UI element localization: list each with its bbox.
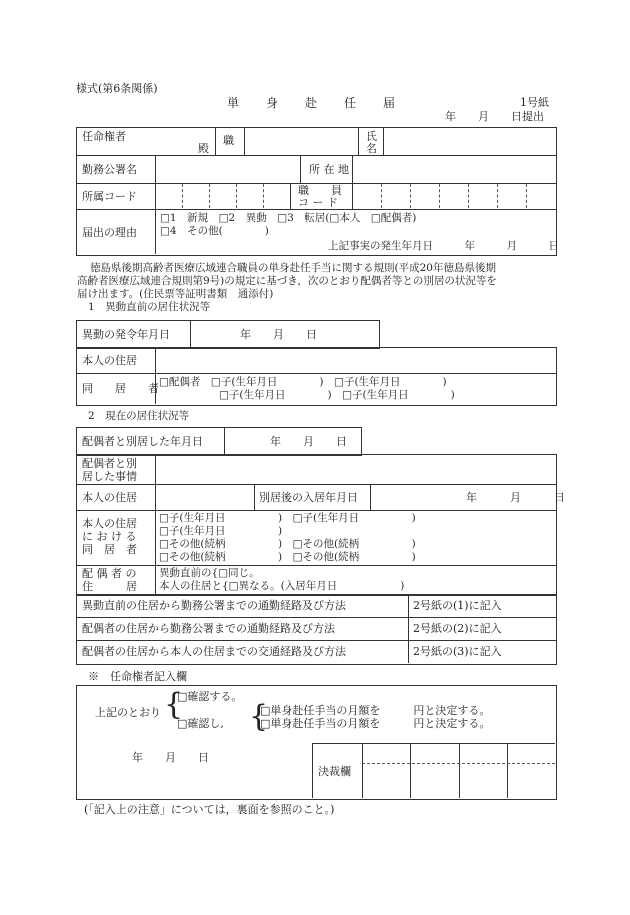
- spouse-res-different[interactable]: 本人の住居と{□異なる。(入居年月日 ): [159, 580, 405, 592]
- reason-label: 届出の理由: [82, 226, 137, 239]
- approval-cell-1[interactable]: [364, 745, 408, 796]
- position-label: 職: [223, 134, 234, 147]
- sep-reason-field[interactable]: [157, 456, 553, 482]
- move-in-label: 別居後の入居年月日: [259, 491, 358, 504]
- office-label: 勤務公署名: [82, 163, 137, 176]
- section1-heading: 1 異動直前の居住状況等: [88, 301, 211, 313]
- occurrence-date: 上記事実の発生年月日 年 月 日: [328, 240, 559, 252]
- s2-residence-label: 本人の住居: [82, 491, 137, 504]
- submission-date: 年 月 日提出: [445, 110, 544, 123]
- location-label: 所 在 地: [309, 163, 349, 176]
- appointer-heading: ※ 任命権者記入欄: [88, 670, 187, 683]
- s2-cohab-row4[interactable]: □その他(続柄 ) □その他(続柄 ): [159, 551, 416, 563]
- appointer-lead: 上記のとおり: [95, 706, 161, 719]
- route2-label: 配偶者の住居から勤務公署までの通勤経路及び方法: [82, 622, 335, 635]
- s1-residence-label: 本人の住居: [82, 354, 137, 367]
- brace-icon: {: [249, 699, 269, 734]
- approval-cell-4[interactable]: [509, 745, 553, 796]
- approval-label: 決裁欄: [318, 765, 351, 778]
- name-label: 氏: [366, 130, 377, 143]
- sep-date-label: 配偶者と別居した年月日: [82, 435, 203, 448]
- spouse-res-same[interactable]: 異動直前の{□同じ。: [159, 567, 260, 579]
- brace-icon: {: [164, 687, 184, 722]
- route1-label: 異動直前の住居から勤務公署までの通勤経路及び方法: [82, 599, 346, 612]
- office-field[interactable]: [157, 157, 298, 181]
- page-title: 単 身 赴 任 届: [227, 96, 397, 110]
- sep-reason-label: 配偶者と別: [82, 457, 137, 470]
- form-style-label: 様式(第6条関係): [76, 82, 158, 95]
- order-date-label: 異動の発令年月日: [82, 328, 170, 341]
- route3-label: 配偶者の住居から本人の住居までの交通経路及び方法: [82, 645, 346, 658]
- form-number: 1号紙: [520, 96, 549, 109]
- approval-cell-3[interactable]: [461, 745, 505, 796]
- appointer-label: 任命権者: [82, 130, 126, 143]
- move-in-value[interactable]: 年 月 日: [466, 491, 565, 504]
- staff-code-label: 職 員: [298, 184, 342, 197]
- confirm-decide-option[interactable]: □確認し,: [177, 717, 224, 730]
- position-field[interactable]: [245, 129, 357, 153]
- staff-code-field[interactable]: [354, 185, 554, 207]
- reason-other[interactable]: □4 その他( ): [160, 225, 269, 237]
- dept-code-label: 所属コード: [82, 190, 137, 203]
- decision-option-1[interactable]: □単身赴任手当の月額を 円と決定する。: [260, 704, 491, 717]
- dono-label: 殿: [198, 142, 209, 155]
- route3-note: 2号紙の(3)に記入: [413, 645, 502, 658]
- sep-date-value[interactable]: 年 月 日: [270, 435, 347, 448]
- s1-cohabitant-row2[interactable]: □子(生年月日 ) □子(生年月日 ): [219, 389, 455, 401]
- route1-note: 2号紙の(1)に記入: [413, 599, 502, 612]
- s1-cohabitant-label: 同 居 者: [82, 382, 159, 395]
- s2-residence-field[interactable]: [157, 486, 252, 508]
- route2-note: 2号紙の(2)に記入: [413, 622, 502, 635]
- order-date-value[interactable]: 年 月 日: [240, 328, 317, 341]
- dept-code-field[interactable]: [157, 185, 289, 207]
- s2-cohab-row1[interactable]: □子(生年月日 ) □子(生年月日 ): [159, 512, 416, 524]
- s2-cohab-row2[interactable]: □子(生年月日 ): [159, 525, 283, 537]
- s2-cohab-label: 本人の住居: [82, 517, 137, 530]
- name-field[interactable]: [384, 129, 554, 153]
- appointer-field[interactable]: [160, 129, 196, 153]
- confirm-option[interactable]: □確認する。: [177, 690, 243, 703]
- intro-text: 徳島県後期高齢者医療広域連合職員の単身赴任手当に関する規則(平成20年徳島県後期: [90, 262, 496, 274]
- location-field[interactable]: [354, 157, 554, 181]
- s1-cohabitant-row1[interactable]: □配偶者 □子(生年月日 ) □子(生年月日 ): [159, 376, 447, 388]
- decision-option-2[interactable]: □単身赴任手当の月額を 円と決定する。: [260, 717, 491, 730]
- s1-residence-field[interactable]: [157, 349, 553, 371]
- reason-options[interactable]: □1 新規 □2 異動 □3 転居(□本人 □配偶者): [160, 212, 417, 224]
- section2-heading: 2 現在の居住状況等: [88, 410, 190, 422]
- footer-note: (「記入上の注意」については，裏面を参照のこと。): [84, 803, 335, 816]
- approval-cell-2[interactable]: [412, 745, 457, 796]
- s2-cohab-row3[interactable]: □その他(続柄 ) □その他(続柄 ): [159, 538, 416, 550]
- appointer-date[interactable]: 年 月 日: [132, 751, 209, 764]
- spouse-res-label: 配 偶 者 の: [82, 567, 137, 580]
